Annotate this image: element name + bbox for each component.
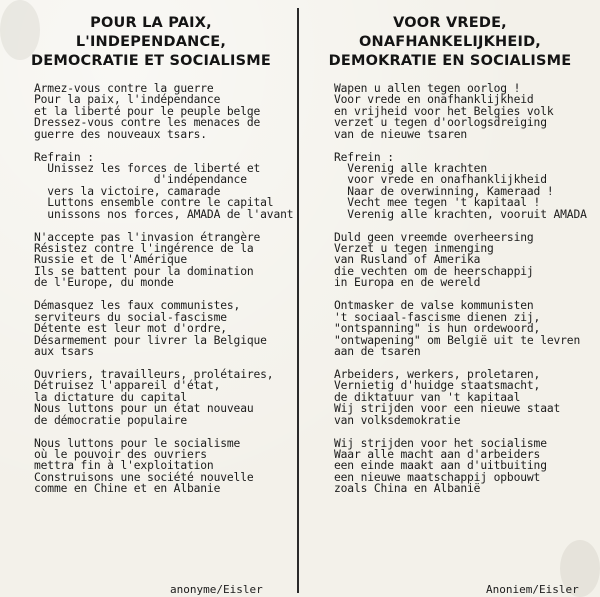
lyric-line: mettra fin à l'exploitation [34, 459, 214, 473]
stanza [334, 232, 600, 289]
title-line: DEMOCRATIE ET SOCIALISME [31, 53, 271, 69]
dutch-title [300, 14, 600, 71]
lyric-line: "ontspanning" is hun ordewoord, [334, 322, 541, 336]
lyric-line: Wapen u allen tegen oorlog ! [334, 82, 521, 95]
lyric-line: Naar de overwinning, Kameraad ! [334, 184, 554, 198]
lyric-line: Vecht mee tegen 't kapitaal ! [334, 196, 541, 210]
lyric-line: zoals China en Albanië [334, 482, 481, 496]
lyric-line: Wij strijden voor een nieuwe staat [334, 402, 561, 416]
stanza [34, 438, 296, 495]
stanza [34, 300, 296, 357]
french-column [0, 0, 296, 506]
dutch-credit: Anoniem/Eisler [486, 583, 579, 596]
lyric-line: in Europa en de wereld [334, 276, 481, 290]
dutch-lyrics [334, 83, 600, 495]
stanza [34, 369, 296, 426]
lyric-line: Waar alle macht aan d'arbeiders [334, 447, 541, 461]
lyric-line: aux tsars [34, 344, 94, 358]
lyric-line: Détente est leur mot d'ordre, [34, 322, 227, 336]
lyric-line: Nous luttons pour un état nouveau [34, 402, 254, 416]
dutch-column [300, 0, 600, 506]
lyric-line: een nieuwe maatschappij opbouwt [334, 470, 541, 484]
lyric-line: Duld geen vreemde overheersing [334, 230, 534, 244]
lyric-line: de l'Europe, du monde [34, 276, 174, 290]
stanza [34, 83, 296, 140]
lyric-line: Construisons une société nouvelle [34, 470, 254, 484]
lyric-line: Wij strijden voor het socialisme [334, 436, 547, 450]
lyric-line: Arbeiders, werkers, proletaren, [334, 367, 541, 381]
lyric-line: Verenig alle krachten [334, 162, 487, 176]
french-credit: anonyme/Eisler [170, 583, 263, 596]
lyric-line: serviteurs du social-fascisme [34, 310, 227, 324]
lyric-line: d'indépendance [34, 173, 247, 187]
lyric-line: où le pouvoir des ouvriers [34, 447, 207, 461]
lyric-line: Désarmement pour livrer la Belgique [34, 333, 267, 347]
title-line: POUR LA PAIX, [90, 15, 212, 31]
stanza [334, 83, 600, 140]
lyric-line: Dressez-vous contre les menaces de [34, 116, 261, 130]
lyric-line: voor vrede en onafhanklijkheid [334, 173, 547, 187]
lyric-line: Pour la paix, l'indépendance [34, 93, 221, 107]
title-line: DEMOKRATIE EN SOCIALISME [328, 53, 572, 69]
lyric-line: verzet u tegen d'oorlogsdreiging [334, 116, 547, 130]
stanza [334, 369, 600, 426]
stanza [34, 232, 296, 289]
lyric-line: vers la victoire, camarade [34, 184, 221, 198]
lyric-line: Armez-vous contre la guerre [34, 82, 214, 95]
lyric-line: van de nieuwe tsaren [334, 127, 468, 141]
french-lyrics [34, 83, 296, 495]
stanza [34, 152, 296, 220]
lyric-line: "ontwapening" om België uit te levren [334, 333, 581, 347]
lyric-line: een einde maakt aan d'uitbuiting [334, 459, 547, 473]
lyric-line: 't sociaal-fascisme dienen zij, [334, 310, 541, 324]
lyric-line: Verenig alle krachten, vooruit AMADA [334, 207, 587, 221]
lyric-line: de diktatuur van 't kapitaal [334, 390, 521, 404]
french-title [0, 14, 296, 71]
lyric-line: Ontmasker de valse kommunisten [334, 299, 534, 313]
lyric-line: Refrein : [334, 150, 394, 164]
lyric-line: Ils se battent pour la domination [34, 264, 254, 278]
lyric-line: Refrain : [34, 150, 94, 164]
lyric-line: la dictature du capital [34, 390, 187, 404]
lyric-line: N'accepte pas l'invasion étrangère [34, 230, 261, 244]
lyric-line: van Rusland of Amerika [334, 253, 481, 267]
lyric-line: comme en Chine et en Albanie [34, 482, 221, 496]
lyric-line: Ouvriers, travailleurs, prolétaires, [34, 367, 274, 381]
stanza [334, 438, 600, 495]
lyric-line: Nous luttons pour le socialisme [34, 436, 241, 450]
lyric-line: unissons nos forces, AMADA de l'avant [34, 207, 294, 221]
title-line: VOOR VREDE, [393, 15, 507, 31]
lyric-line: Vernietig d'huidge staatsmacht, [334, 379, 541, 393]
title-line: L'INDEPENDANCE, [75, 34, 227, 50]
lyric-line: de démocratie populaire [34, 413, 187, 427]
title-line: ONAFHANKELIJKHEID, [358, 34, 542, 50]
lyric-line: aan de tsaren [334, 344, 421, 358]
lyric-line: Luttons ensemble contre le capital [34, 196, 274, 210]
lyric-line: en vrijheid voor het Belgies volk [334, 104, 554, 118]
lyric-line: Russie et de l'Amérique [34, 253, 187, 267]
lyric-line: Résistez contre l'ingérence de la [34, 242, 254, 256]
lyric-line: Détruisez l'appareil d'état, [34, 379, 221, 393]
lyric-line: Démasquez les faux communistes, [34, 299, 241, 313]
lyric-line: guerre des nouveaux tsars. [34, 127, 207, 141]
lyric-line: van volksdemokratie [334, 413, 461, 427]
stanza [334, 152, 600, 220]
lyric-line: Unissez les forces de liberté et [34, 162, 261, 176]
lyric-line: Voor vrede en onafhanklijkheid [334, 93, 534, 107]
column-divider [297, 8, 299, 593]
lyric-line: Verzet u tegen inmenging [334, 242, 494, 256]
lyric-line: et la liberté pour le peuple belge [34, 104, 261, 118]
lyric-line: die vechten om de heerschappij [334, 264, 534, 278]
stanza [334, 300, 600, 357]
